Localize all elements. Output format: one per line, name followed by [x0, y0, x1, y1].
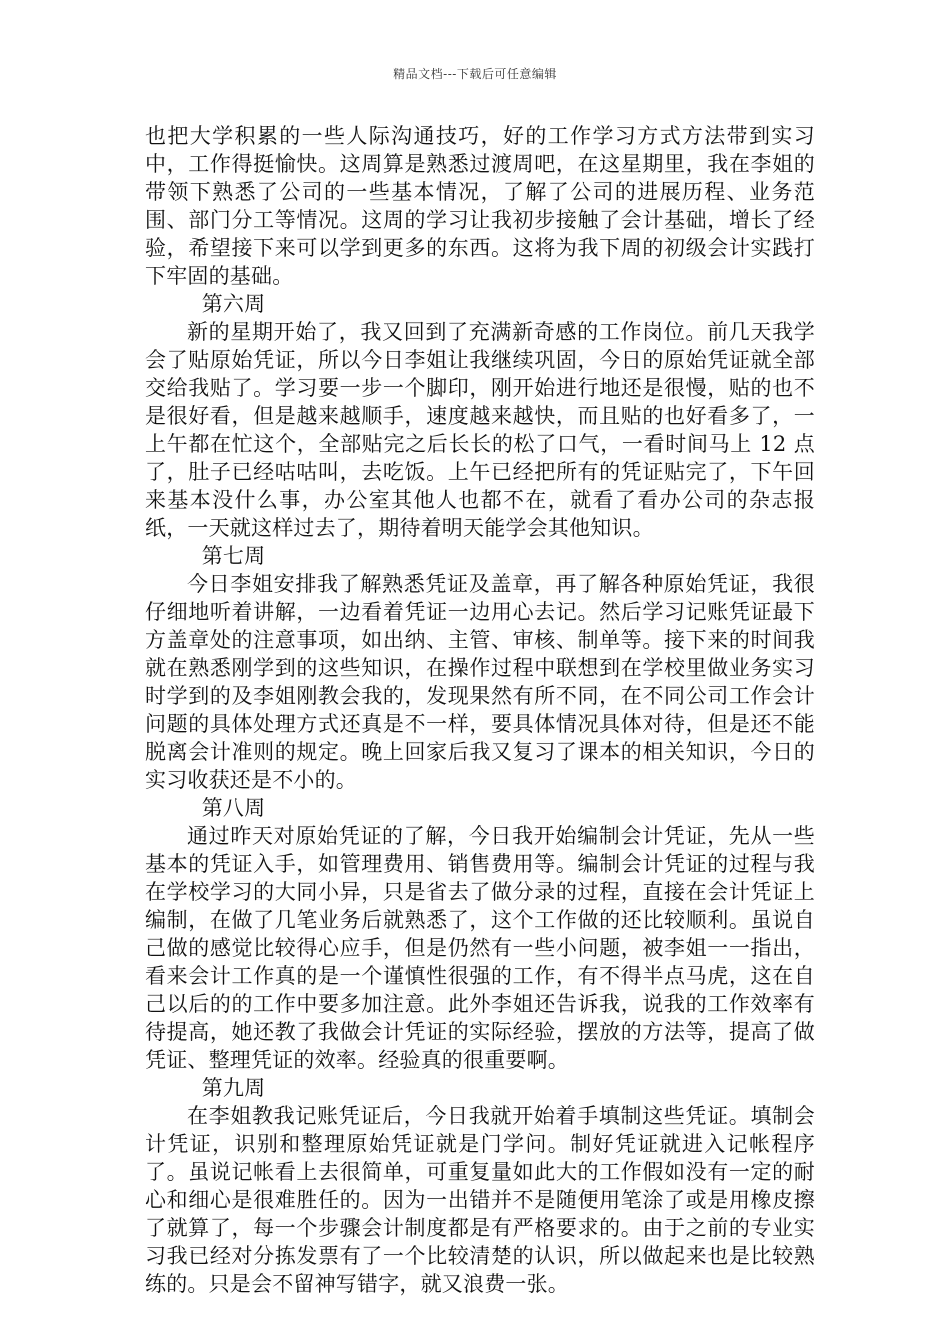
section-heading-week-7: 第七周: [201, 544, 266, 568]
section-heading-week-9: 第九周: [201, 1076, 266, 1100]
intro-paragraph: 也把大学积累的一些人际沟通技巧，好的工作学习方式方法带到实习中，工作得挺愉快。这周算是熟悉过渡周吧，在这星期里，我在李姐的带领下熟悉了公司的一些基本情况，了解了公司的进展历程、业务范围、部门分工等情况。这周的学习让我初步接触了会计基础，增长了经验，希望接下来可以学到更多的东西。这将为我下周的初级会计实践打下牢固的基础。: [145, 124, 815, 288]
section-heading-week-6: 第六周: [201, 292, 266, 316]
section-paragraph-week-9: 在李姐教我记账凭证后，今日我就开始着手填制这些凭证。填制会计凭证，识别和整理原始凭证就是门学问。制好凭证就进入记帐程序了。虽说记帐看上去很简单，可重复量如此大的工作假如没有一定的耐心和细心是很难胜任的。因为一出错并不是随便用笔涂了或是用橡皮擦了就算了，每一个步骤会计制度都是有严格要求的。由于之前的专业实习我已经对分拣发票有了一个比较清楚的认识，所以做起来也是比较熟练的。只是会不留神写错字，就又浪费一张。: [145, 1104, 815, 1296]
section-paragraph-week-6: 新的星期开始了，我又回到了充满新奇感的工作岗位。前几天我学会了贴原始凭证，所以今日李姐让我继续巩固，今日的原始凭证就全部交给我贴了。学习要一步一个脚印，刚开始进行地还是很慢，贴的也不是很好看，但是越来越顺手，速度越来越快，而且贴的也好看多了，一上午都在忙这个，全部贴完之后长长的松了口气，一看时间马上 12 点了，肚子已经咕咕叫，去吃饭。上午已经把所有的凭证贴完了，下午回来基本没什么事，办公室其他人也都不在，就看了看办公司的杂志报纸，一天就这样过去了，期待着明天能学会其他知识。: [145, 320, 815, 540]
page-header: 精品文档---下载后可任意编辑: [393, 67, 557, 81]
section-heading-week-8: 第八周: [201, 796, 266, 820]
section-paragraph-week-7: 今日李姐安排我了解熟悉凭证及盖章，再了解各种原始凭证，我很仔细地听着讲解，一边看着凭证一边用心去记。然后学习记账凭证最下方盖章处的注意事项，如出纳、主管、审核、制单等。接下来的时间我就在熟悉刚学到的这些知识，在操作过程中联想到在学校里做业务实习时学到的及李姐刚教会我的，发现果然有所不同，在不同公司工作会计问题的具体处理方式还真是不一样，要具体情况具体对待，但是还不能脱离会计准则的规定。晚上回家后我又复习了课本的相关知识，今日的实习收获还是不小的。: [145, 572, 815, 792]
document-body: [145, 122, 815, 1298]
section-paragraph-week-8: 通过昨天对原始凭证的了解，今日我开始编制会计凭证，先从一些基本的凭证入手，如管理费用、销售费用等。编制会计凭证的过程与我在学校学习的大同小异，只是省去了做分录的过程，直接在会计凭证上编制，在做了几笔业务后就熟悉了，这个工作做的还比较顺利。虽说自己做的感觉比较得心应手，但是仍然有一些小问题，被李姐一一指出，看来会计工作真的是一个谨慎性很强的工作，有不得半点马虎，这在自己以后的的工作中要多加注意。此外李姐还告诉我，说我的工作效率有待提高，她还教了我做会计凭证的实际经验，摆放的方法等，提高了做凭证、整理凭证的效率。经验真的很重要啊。: [145, 824, 815, 1072]
